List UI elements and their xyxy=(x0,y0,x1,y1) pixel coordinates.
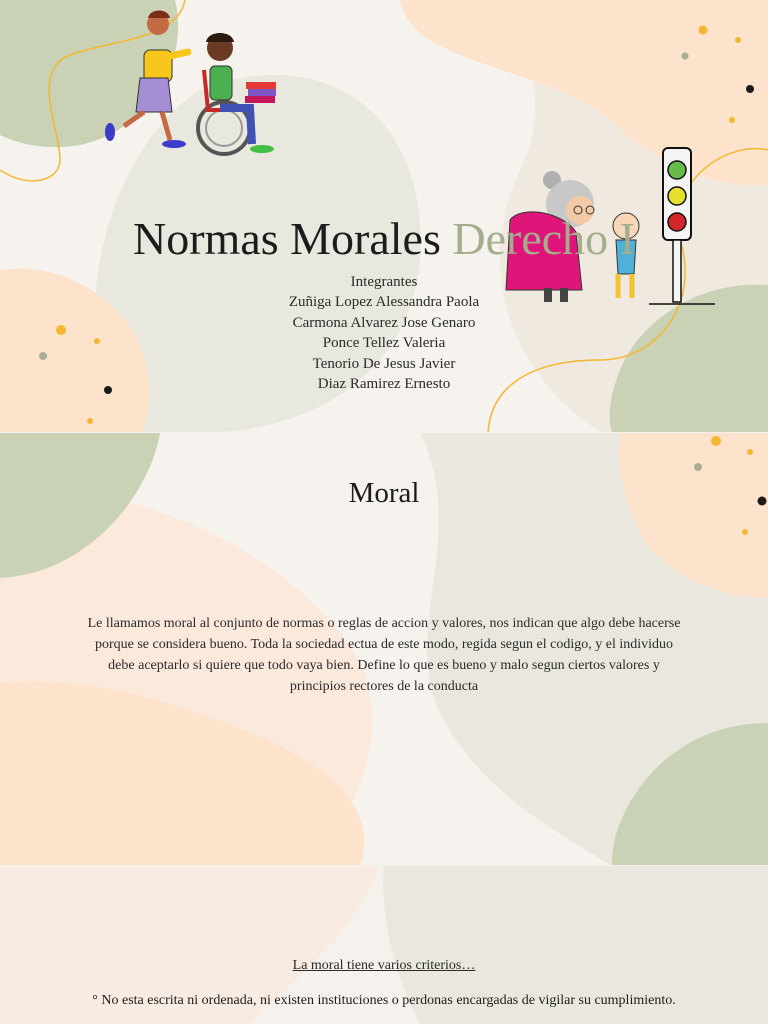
presentation-title xyxy=(0,212,768,265)
slide-title: Moral xyxy=(348,477,420,509)
slide-criteria xyxy=(0,866,768,1024)
member-name: Zuñiga Lopez Alessandra Paola xyxy=(288,294,480,311)
slide-title xyxy=(0,0,768,432)
title-main: Normas Morales xyxy=(133,213,441,264)
slide-moral xyxy=(0,433,768,865)
member-name: Diaz Ramirez Ernesto xyxy=(317,376,451,393)
members-list xyxy=(234,272,534,394)
members-heading: Integrantes xyxy=(350,274,418,290)
moral-definition: Le llamamos moral al conjunto de normas o reglas de accion y valores, nos indican que algo debe hacerse porque se considera bueno. Toda la sociedad ectua de este modo, regida segun el codigo, y el individuo debe aceptarlo si quiere que todo vaya bien. Define lo que es bueno y malo segun ciertos valores y principios rectores de la conducta xyxy=(87,616,681,694)
member-name: Carmona Alvarez Jose Genaro xyxy=(292,314,476,331)
member-name: Tenorio De Jesus Javier xyxy=(312,355,456,372)
title-subject: Derecho I xyxy=(452,213,635,264)
criteria-heading: La moral tiene varios criterios… xyxy=(292,958,476,973)
kids-wheelchair-clipart xyxy=(100,8,280,160)
criteria-item: ° No esta escrita ni ordenada, ni existen instituciones o perdonas encargadas de vigilar su cumplimiento. xyxy=(92,993,676,1008)
member-name: Ponce Tellez Valeria xyxy=(322,335,446,352)
